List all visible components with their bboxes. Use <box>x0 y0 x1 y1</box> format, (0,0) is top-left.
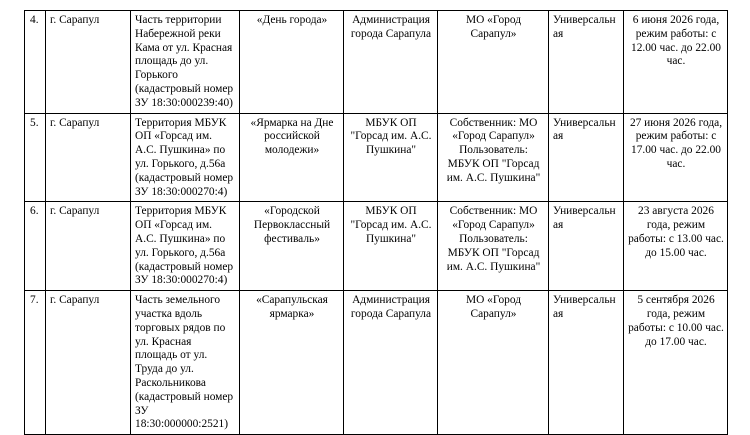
event-cell: «Сарапульская ярмарка» <box>240 291 344 435</box>
event-cell: «Городской Первоклассный фестиваль» <box>240 202 344 291</box>
table-row <box>25 291 728 435</box>
city-cell: г. Сарапул <box>46 113 131 202</box>
schedule-cell: 5 сентября 2026 года, режим работы: с 10.00 час. до 17.00 час. <box>624 291 728 435</box>
city-cell: г. Сарапул <box>46 202 131 291</box>
location-cell: Территория МБУК ОП «Горсад им. А.С. Пушкина» по ул. Горького, д.56а (кадастровый номер ЗУ 18:30:000270:4) <box>131 202 240 291</box>
location-cell: Территория МБУК ОП «Горсад им. А.С. Пушкина» по ул. Горького, д.56а (кадастровый номер ЗУ 18:30:000270:4) <box>131 113 240 202</box>
owner-cell: МО «Город Сарапул» <box>438 11 549 114</box>
city-cell: г. Сарапул <box>46 291 131 435</box>
fairs-table <box>24 10 728 435</box>
schedule-cell: 23 августа 2026 года, режим работы: с 13.00 час. до 15.00 час. <box>624 202 728 291</box>
owner-cell: Собственник: МО «Город Сарапул» Пользователь: МБУК ОП "Горсад им. А.С. Пушкина" <box>438 113 549 202</box>
type-cell: Универсальная <box>549 202 624 291</box>
table-row <box>25 202 728 291</box>
city-cell: г. Сарапул <box>46 11 131 114</box>
table-row <box>25 113 728 202</box>
owner-cell: Собственник: МО «Город Сарапул» Пользователь: МБУК ОП "Горсад им. А.С. Пушкина" <box>438 202 549 291</box>
event-cell: «День города» <box>240 11 344 114</box>
organizer-cell: МБУК ОП "Горсад им. А.С. Пушкина" <box>344 202 438 291</box>
type-cell: Универсальная <box>549 113 624 202</box>
owner-cell: МО «Город Сарапул» <box>438 291 549 435</box>
organizer-cell: Администрация города Сарапула <box>344 11 438 114</box>
row-number: 7. <box>25 291 46 435</box>
type-cell: Универсальная <box>549 11 624 114</box>
type-cell: Универсальная <box>549 291 624 435</box>
schedule-cell: 6 июня 2026 года, режим работы: с 12.00 час. до 22.00 час. <box>624 11 728 114</box>
organizer-cell: Администрация города Сарапула <box>344 291 438 435</box>
location-cell: Часть территории Набережной реки Кама от ул. Красная площадь до ул. Горького (кадастровый номер ЗУ 18:30:000239:40) <box>131 11 240 114</box>
event-cell: «Ярмарка на Дне российской молодежи» <box>240 113 344 202</box>
row-number: 5. <box>25 113 46 202</box>
table-row <box>25 11 728 114</box>
organizer-cell: МБУК ОП "Горсад им. А.С. Пушкина" <box>344 113 438 202</box>
row-number: 6. <box>25 202 46 291</box>
row-number: 4. <box>25 11 46 114</box>
schedule-cell: 27 июня 2026 года, режим работы: с 17.00 час. до 22.00 час. <box>624 113 728 202</box>
location-cell: Часть земельного участка вдоль торговых рядов по ул. Красная площадь от ул. Труда до ул. Раскольникова (кадастровый номер ЗУ 18:30:000000:2521) <box>131 291 240 435</box>
